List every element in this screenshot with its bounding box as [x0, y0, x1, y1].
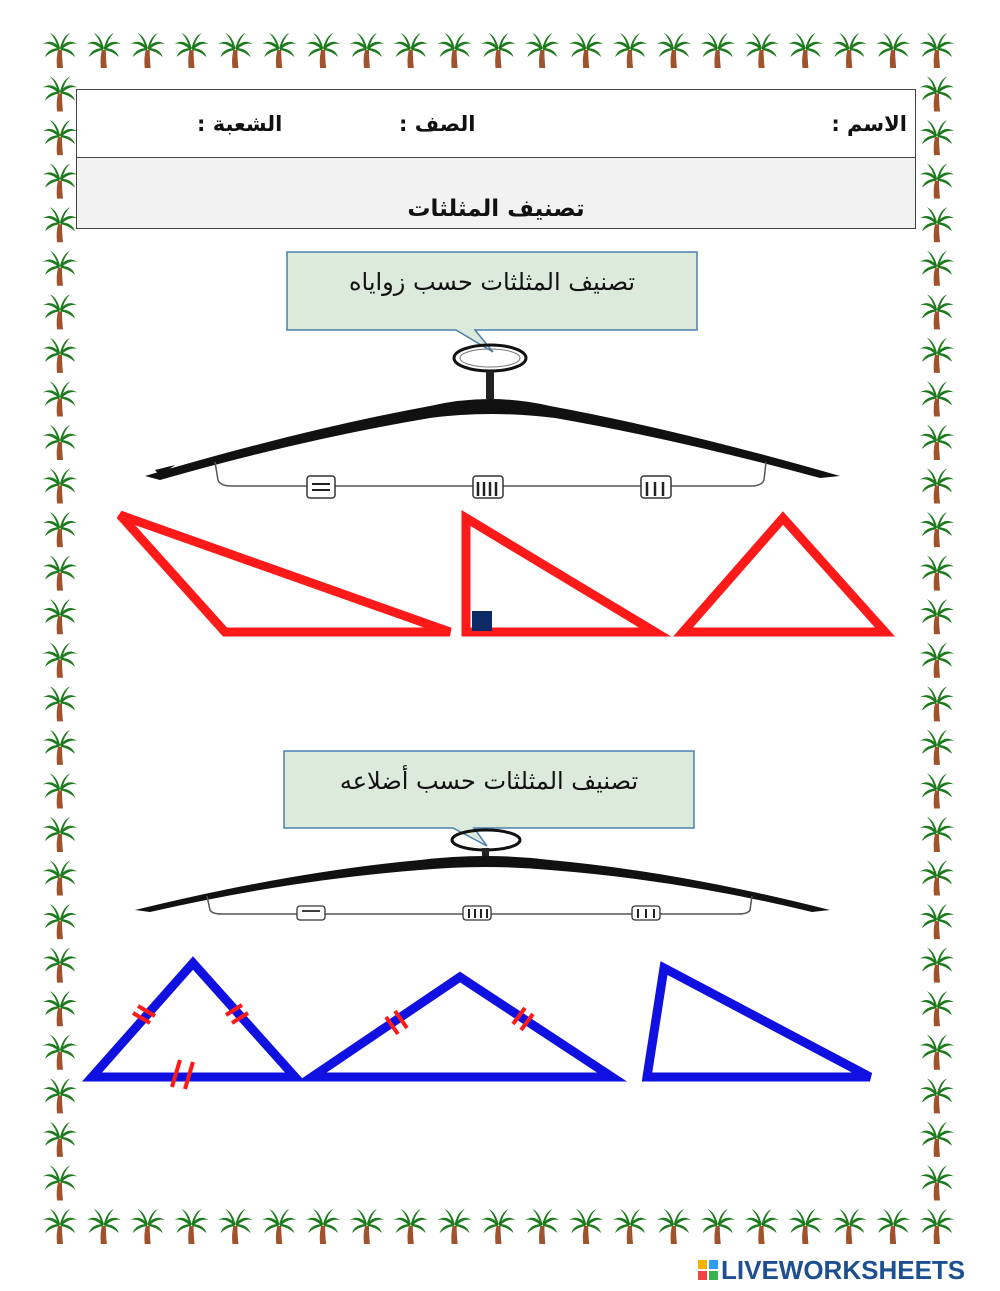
equilateral-triangle[interactable] [92, 963, 295, 1077]
callout-angles-text: تصنيف المثلثات حسب زواياه [348, 268, 636, 296]
callout-sides [284, 751, 694, 846]
scalene-triangle[interactable] [647, 968, 870, 1077]
isosceles-triangle[interactable] [312, 977, 612, 1077]
name-label: الاسم : [831, 112, 907, 136]
right-triangle[interactable] [466, 518, 655, 632]
liveworksheets-logo [698, 1255, 965, 1285]
logo-cubes-icon [698, 1260, 718, 1280]
class-label: الصف : [399, 112, 476, 136]
section-label: الشعبة : [197, 112, 283, 136]
brand-name: LIVEWORKSHEETS [721, 1254, 966, 1285]
acute-triangle[interactable] [683, 518, 885, 632]
callout-angles [287, 252, 697, 352]
page-title: تصنيف المثلثات [407, 196, 585, 222]
obtuse-triangle[interactable] [120, 515, 450, 632]
callout-sides-text: تصنيف المثلثات حسب أضلاعه [339, 767, 639, 795]
clothes-hanger-icon [145, 345, 840, 498]
right-angle-mark [472, 611, 492, 631]
